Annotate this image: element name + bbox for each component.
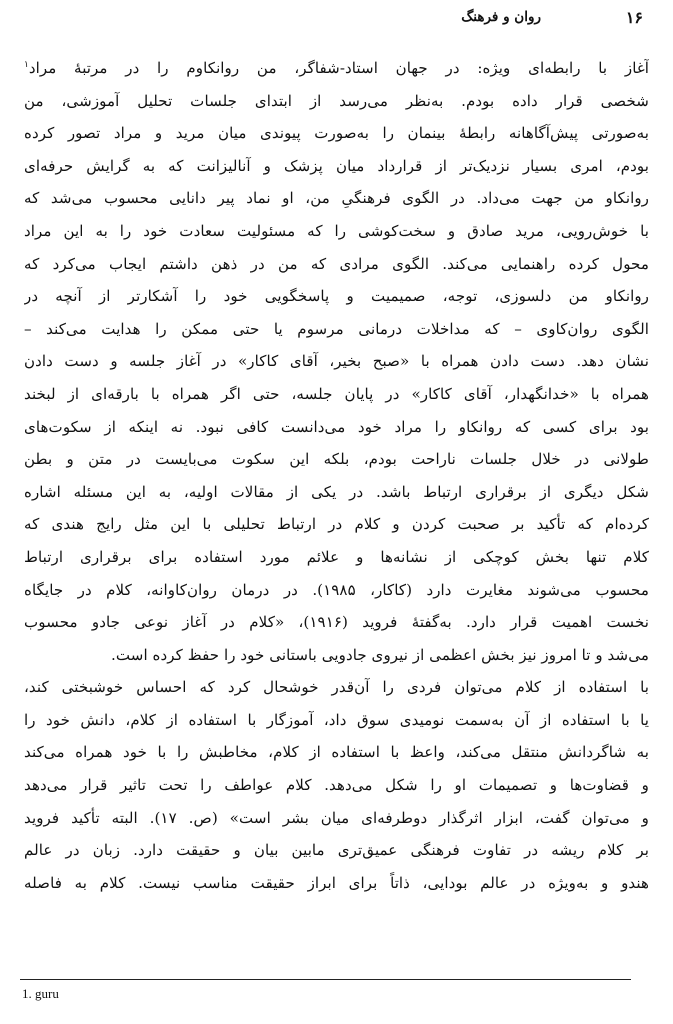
text-line (24, 52, 649, 85)
running-title: روان و فرهنگ (461, 9, 541, 25)
text-line: محول کرده راهنمایی می‌کند. الگوی مرادی که من در ذهن داشتم ایجاب می‌کرد که (24, 254, 649, 273)
text-line: با خوش‌رویی، مرید صادق و سخت‌کوشی را که مسئولیت سعادت خود را به این مراد (24, 221, 649, 240)
text-line: هندو و به‌ویژه در عالم بودایی، ذاتاً برای ابراز حقیقت مناسب نیست. کلام به فاصله (24, 873, 649, 892)
text-line: کلام تنها بخش کوچکی از نشانه‌ها و علائم مورد استفاده برای برقراری ارتباط (24, 547, 649, 566)
footnote-marker: ۱ (24, 59, 29, 70)
text-line: کرده‌ام که تأکید بر صحبت کردن و کلام در ارتباط تحلیلی با این مثل رایج هندی که (24, 515, 649, 534)
text-line-content: آغاز با رابطه‌ای ویژه: در جهان استاد-شفاگر، من روانکاوم را در مرتبهٔ مراد (28, 59, 649, 77)
text-line: بود برای کسی که روانکاو را مراد خود می‌دانست کافی نبود. نه اینکه از سکوت‌های (24, 417, 649, 436)
text-line: الگوی روان‌کاوی – که مداخلات درمانی مرسوم یا حتی ممکن را هدایت می‌کند – (24, 319, 649, 338)
page-number: ١۶ (625, 8, 643, 27)
text-line: شخصی قرار داده بودم. به‌نظر می‌رسد از ابتدای جلسات تحلیل آموزشی، من (24, 91, 649, 110)
text-line: روانکاو من جهت می‌داد. در الگوی فرهنگیِ من، او نماد پیر دانایی محسوب می‌شد که (24, 189, 649, 208)
text-line: یا با استفاده از آن به‌سمت نومیدی سوق داد، آموزگار با استفاده از کلام، دانش خود را (24, 710, 649, 729)
footnote-divider (20, 979, 631, 980)
text-line: بر کلام ریشه در تفاوت فرهنگی عمیق‌تری مابین بیان و حقیقت دارد. زبان در عالم (24, 841, 649, 860)
text-line: نشان دهد. دست دادن همراه با «صبح بخیر، آقای کاکار» در آغاز جلسه و دست دادن (24, 352, 649, 371)
text-line: طولانی در خلال جلسات ناراحت بودم، بلکه این سکوت می‌بایست در متن و بطن (24, 450, 649, 469)
text-line: همراه با «خدانگهدار، آقای کاکار» در پایان جلسه، حتی اگر همراه با بارقه‌ای از لبخند (24, 384, 649, 403)
text-line: شکل دیگری از برقراری ارتباط باشد. در یکی از مقالات اولیه، به این مسئله اشاره (24, 482, 649, 501)
text-line: به شاگردانش منتقل می‌کند، واعظ با استفاده از کلام، مخاطبش را با خود همراه می‌کند (24, 743, 649, 762)
text-line: روانکاو من دلسوزی، توجه، صمیمیت و پاسخگویی خود را آشکارتر از آنچه در (24, 287, 649, 306)
text-line: نخست اهمیت قرار دارد. به‌گفتهٔ فروید (۱۹۱۶)، «کلام در آغاز نوعی جادو محسوب (24, 613, 649, 632)
text-line: و می‌توان گفت، ابزار اثرگذار دوطرفه‌ای میان بشر است» (ص. ۱۷). البته تأکید فروید (24, 808, 649, 827)
text-line: با استفاده از کلام می‌توان فردی را آن‌قدر خوشحال کرد که احساس خوشبختی کند، (24, 678, 649, 697)
body-text (24, 52, 649, 899)
footnote: 1. guru (22, 986, 59, 1001)
text-line: می‌شد و تا امروز نیز بخش اعظمی از نیروی جادویی باستانی خود را حفظ کرده است. (111, 645, 649, 664)
page-header (24, 8, 649, 30)
text-line: محسوب می‌شوند مغایرت دارد (کاکار، ۱۹۸۵). در درمان روان‌کاوانه، کلام در جایگاه (24, 580, 649, 599)
text-line: و قضاوت‌ها و تصمیمات او را شکل می‌دهد. کلام عواطف را تحت تاثیر قرار می‌دهد (24, 776, 649, 795)
text-line: بودم، امری بسیار نزدیک‌تر از قرارداد میان پزشک و آنالیزانت که به گرایش حرفه‌ای (24, 156, 649, 175)
text-line: به‌صورتی پیش‌آگاهانه رابطهٔ بینمان را به‌صورت پیوندی میان مرید و مراد تصور کرده (24, 124, 649, 143)
